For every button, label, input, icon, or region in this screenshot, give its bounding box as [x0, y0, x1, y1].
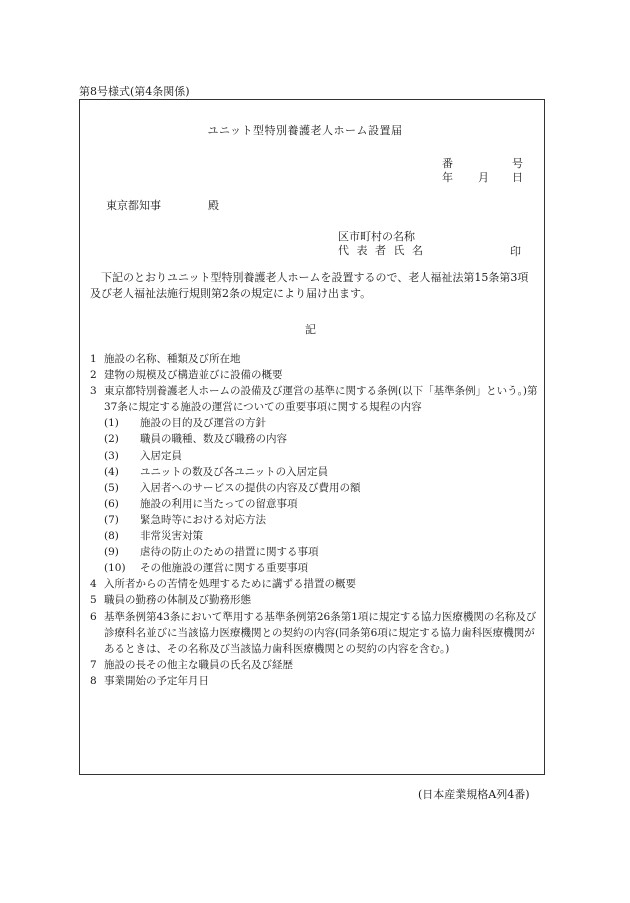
list-item: [90, 673, 538, 689]
item-text: 入所者からの苦情を処理するために講ずる措置の概要: [104, 578, 356, 591]
item-text: 職員の職種、数及び職務の内容: [140, 433, 287, 446]
item-number: 3: [90, 385, 97, 398]
date-month-label: 月: [478, 171, 489, 184]
seal-mark: 印: [510, 245, 521, 258]
sub-list-item: [90, 480, 538, 496]
item-number: (6): [104, 497, 119, 510]
addressee-name: 東京都知事: [106, 199, 161, 212]
item-number: (4): [104, 465, 119, 478]
form-number-label: 第8号様式(第4条関係): [79, 85, 190, 98]
item-text: ユニットの数及び各ユニットの入居定員: [140, 465, 329, 478]
sub-list-item: [90, 512, 538, 528]
item-text: 施設の名称、種類及び所在地: [104, 353, 241, 365]
list-item: [90, 609, 538, 657]
item-text: 入居定員: [140, 449, 182, 462]
item-text: 施設の目的及び運営の方針: [140, 417, 266, 430]
item-number: (10): [104, 562, 126, 575]
item-number: 8: [90, 674, 97, 687]
list-item: [90, 657, 538, 673]
sub-list-item: [90, 464, 538, 480]
item-number: (8): [104, 530, 119, 543]
sub-list-item: [90, 448, 538, 464]
item-number: 2: [90, 369, 97, 382]
item-number: 7: [90, 658, 97, 671]
item-text: 緊急時等における対応方法: [140, 513, 266, 526]
item-number: 4: [90, 578, 97, 591]
item-number: (1): [104, 417, 119, 430]
list-item: [90, 576, 538, 592]
addressee: [106, 197, 219, 213]
item-text: 非常災害対策: [140, 530, 203, 543]
form-frame: [79, 99, 545, 775]
body-text: 下記のとおりユニット型特別養護老人ホームを設置するので、老人福祉法第15条第3項及び老人福祉法施行規則第2条の規定により届け出ます。: [90, 271, 529, 300]
municipality-label: 区市町村の名称: [338, 230, 415, 243]
form-title: ユニット型特別養護老人ホーム設置届: [207, 124, 403, 137]
item-text: その他施設の運営に関する重要事項: [140, 562, 308, 575]
item-number: (3): [104, 449, 119, 462]
list-item: [90, 351, 538, 367]
item-text: 虐待の防止のための措置に関する事項: [140, 546, 319, 559]
paper-size-note: (日本産業規格A列4番): [418, 788, 530, 801]
sub-list-item: [90, 544, 538, 560]
date-year-label: 年: [442, 171, 453, 184]
item-text: 基準条例第43条において準用する基準条例第26条第1項に規定する協力医療機関の名称及び診療科名並びに当該協力医療機関との契約の内容(同条第6項に規定する協力歯科医療機関があるときは、その名称及び当該協力歯科医療機関との契約の内容を含む。): [104, 610, 537, 655]
date-day-label: 日: [512, 171, 523, 184]
item-list: [90, 351, 538, 689]
representative-label: 代 表 者 氏 名: [338, 244, 425, 257]
item-text: 職員の勤務の体制及び勤務形態: [104, 594, 251, 607]
sub-list-item: [90, 496, 538, 512]
item-number: (9): [104, 546, 119, 559]
sub-list-item: [90, 415, 538, 431]
item-text: 施設の長その他主な職員の氏名及び経歴: [104, 658, 293, 671]
sub-list-item: [90, 431, 538, 447]
item-number: 5: [90, 594, 97, 607]
sub-list-item: [90, 560, 538, 576]
number-ban-label: 番: [442, 157, 453, 170]
ki-heading: 記: [305, 323, 316, 336]
item-number: (2): [104, 433, 119, 446]
item-text: 建物の規模及び構造並びに設備の概要: [104, 369, 283, 382]
list-item: [90, 592, 538, 608]
item-number: (5): [104, 481, 119, 494]
item-text: 東京都特別養護老人ホームの設備及び運営の基準に関する条例(以下「基準条例」という。)第37条に規定する施設の運営についての重要事項に関する規程の内容: [104, 385, 538, 414]
list-item: [90, 383, 538, 415]
number-go-label: 号: [512, 157, 523, 170]
item-number: (7): [104, 513, 119, 526]
list-item: [90, 367, 538, 383]
item-number: 6: [90, 610, 97, 623]
sub-list-item: [90, 528, 538, 544]
addressee-honorific: 殿: [208, 199, 219, 212]
item-text: 事業開始の予定年月日: [104, 674, 209, 687]
item-text: 入居者へのサービスの提供の内容及び費用の額: [140, 481, 361, 494]
item-number: 1: [90, 353, 97, 365]
item-text: 施設の利用に当たっての留意事項: [140, 497, 298, 510]
